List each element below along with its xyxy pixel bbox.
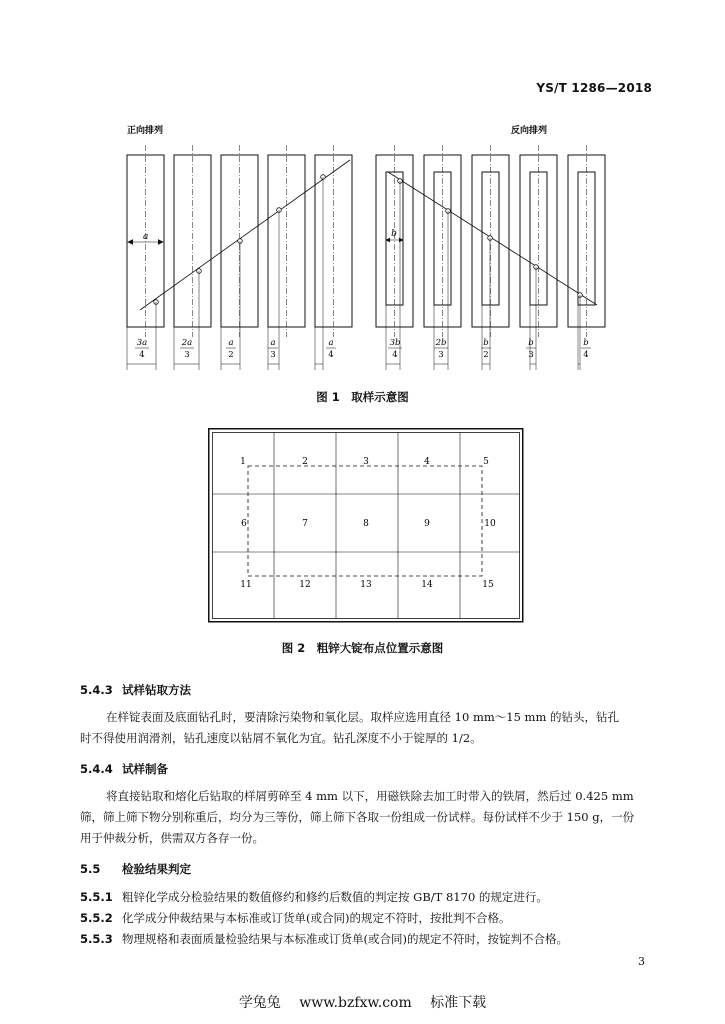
section-text: 粗锌化学成分检验结果的数值修约和修约后数值的判定按 GB/T 8170 的规定进行。 [122, 890, 548, 904]
point-label: 3 [363, 457, 369, 467]
section-title: 试样制备 [122, 762, 168, 776]
fraction-numerator: 2b [435, 338, 447, 348]
section-title: 检验结果判定 [122, 862, 191, 876]
point-label: 5 [483, 457, 489, 467]
figure1-right-label: 反向排列 [511, 126, 548, 136]
fraction-denominator: 4 [583, 350, 589, 360]
point-label: 10 [484, 519, 496, 529]
dimension-b-label: b [391, 229, 397, 239]
dimension-a-label: a [143, 232, 149, 242]
fraction-numerator: 3a [136, 338, 148, 348]
section-5-4-4-line-2: 筛，筛上筛下物分别称重后，均分为三等份，筛上筛下各取一份组成一份试样。每份试样不少于 150 g，一份 [80, 810, 635, 824]
fraction-numerator: 3b [389, 338, 401, 348]
section-5-4-3-line-2: 时不得使用润滑剂，钻孔速度以钻屑不氧化为宜。钻孔深度不小于锭厚的 1/2。 [80, 731, 482, 745]
section-number: 5.5.1 [80, 890, 113, 904]
point-label: 1 [240, 457, 246, 467]
forward-fraction-labels [135, 338, 336, 360]
section-text: 物理规格和表面质量检验结果与本标准或订货单(或合同)的规定不符时，按锭判不合格。 [122, 932, 568, 946]
section-5-4-4-line-1: 将直接钻取和熔化后钻取的样屑剪碎至 4 mm 以下，用磁铁除去加工时带入的铁屑，然后过 0.425 mm [106, 789, 634, 803]
section-5-5-heading [80, 861, 191, 877]
section-5-5-3 [80, 931, 568, 947]
fraction-denominator: 3 [270, 350, 276, 360]
point-labels [240, 457, 496, 590]
fraction-denominator: 4 [328, 350, 334, 360]
point-label: 15 [482, 580, 494, 590]
forward-diagonal-line [140, 160, 350, 310]
section-number: 5.5 [80, 862, 101, 876]
section-number: 5.5.3 [80, 932, 113, 946]
reverse-centerlines [395, 145, 587, 337]
section-title: 试样钻取方法 [122, 683, 191, 697]
figure-1-sampling-diagram [0, 0, 725, 420]
fraction-numerator: a [228, 338, 234, 348]
point-label: 14 [421, 580, 433, 590]
page-number: 3 [638, 955, 645, 968]
section-5-5-2 [80, 910, 510, 926]
figure1-left-label: 正向排列 [127, 126, 164, 136]
section-5-4-4-heading [80, 761, 168, 777]
section-text: 化学成分仲裁结果与本标准或订货单(或合同)的规定不符时，按批判不合格。 [122, 911, 511, 925]
watermark-footer: 学兔兔 www.bzfxw.com 标准下载 [238, 995, 487, 1011]
point-label: 7 [302, 519, 308, 529]
fraction-numerator: a [270, 338, 276, 348]
point-label: 13 [360, 580, 372, 590]
section-5-4-4-line-3: 用于仲裁分析，供需双方各存一份。 [80, 831, 264, 845]
point-label: 2 [302, 457, 308, 467]
forward-drop-lines [127, 177, 323, 370]
fraction-numerator: b [528, 338, 534, 348]
fraction-denominator: 3 [184, 350, 190, 360]
section-number: 5.4.3 [80, 683, 113, 697]
fraction-denominator: 2 [483, 350, 489, 360]
fraction-denominator: 2 [228, 350, 234, 360]
section-5-4-3-line-1: 在样锭表面及底面钻孔时，要清除污染物和氧化层。取样应选用直径 10 mm～15 mm 的钻头，钻孔 [106, 710, 620, 724]
doc-code-header: YS/T 1286—2018 [536, 81, 652, 95]
fraction-denominator: 3 [528, 350, 534, 360]
section-number: 5.5.2 [80, 911, 113, 925]
figure-1-caption: 图 1 取样示意图 [316, 390, 409, 404]
fraction-numerator: 2a [181, 338, 193, 348]
fraction-denominator: 3 [438, 350, 444, 360]
section-5-4-3-heading [80, 682, 191, 698]
point-label: 11 [240, 580, 252, 590]
point-label: 6 [241, 519, 247, 529]
fraction-denominator: 4 [392, 350, 398, 360]
reverse-fraction-labels [388, 338, 591, 360]
point-label: 12 [299, 580, 311, 590]
point-label: 8 [363, 519, 369, 529]
fraction-numerator: b [483, 338, 489, 348]
point-label: 9 [424, 519, 430, 529]
figure-2-grid-diagram [208, 428, 524, 623]
fraction-numerator: b [583, 338, 589, 348]
section-5-5-1 [80, 889, 548, 905]
fraction-numerator: a [328, 338, 334, 348]
section-number: 5.4.4 [80, 762, 113, 776]
figure-2-caption: 图 2 粗锌大锭布点位置示意图 [281, 641, 444, 655]
point-label: 4 [424, 457, 430, 467]
fraction-denominator: 4 [139, 350, 145, 360]
